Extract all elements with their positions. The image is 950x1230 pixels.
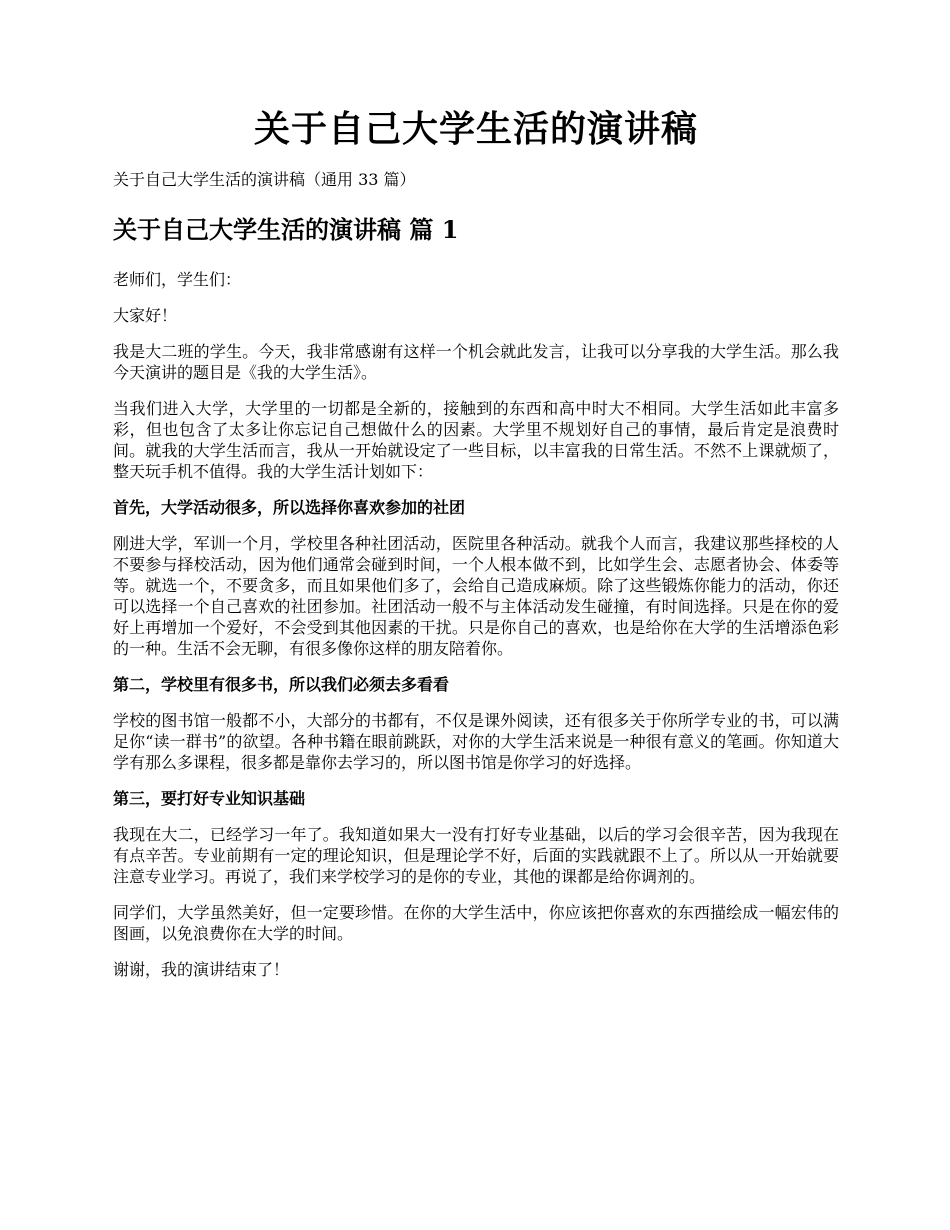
- intro-paragraph: 我是大二班的学生。今天，我非常感谢有这样一个机会就此发言，让我可以分享我的大学生活。那么我今天演讲的题目是《我的大学生活》。: [113, 341, 839, 382]
- section-heading: 关于自己大学生活的演讲稿 篇 1: [113, 214, 459, 244]
- body-paragraph: 当我们进入大学，大学里的一切都是全新的，接触到的东西和高中时大不相同。大学生活如此丰富多彩，但也包含了太多让你忘记自己想做什么的因素。大学里不规划好自己的事情，最后肯定是浪费时间。就我的大学生活而言，我从一开始就设定了一些目标，以丰富我的日常生活。不然不上课就烦了，整天玩手机不值得。我的大学生活计划如下：: [113, 398, 839, 481]
- point-heading-third: 第三，要打好专业知识基础: [113, 788, 306, 808]
- body-paragraph: 我现在大二，已经学习一年了。我知道如果大一没有打好专业基础，以后的学习会很辛苦，因为我现在有点辛苦。专业前期有一定的理论知识，但是理论学不好，后面的实践就跟不上了。所以从一开始就要注意专业学习。再说了，我们来学校学习的是你的专业，其他的课都是给你调剂的。: [113, 824, 839, 886]
- document-page: [113, 108, 839, 995]
- point-heading-first: 首先，大学活动很多，所以选择你喜欢参加的社团: [113, 497, 466, 517]
- greeting-everyone: 大家好！: [113, 305, 178, 325]
- body-paragraph: 同学们，大学虽然美好，但一定要珍惜。在你的大学生活中，你应该把你喜欢的东西描绘成一幅宏伟的图画，以免浪费你在大学的时间。: [113, 902, 839, 943]
- body-paragraph: 学校的图书馆一般都不小，大部分的书都有，不仅是课外阅读，还有很多关于你所学专业的书，可以满足你“读一群书”的欲望。各种书籍在眼前跳跃，对你的大学生活来说是一种很有意义的笔画。你知道大学有那么多课程，很多都是靠你去学习的，所以图书馆是你学习的好选择。: [113, 710, 839, 772]
- closing-paragraph: 谢谢，我的演讲结束了！: [113, 959, 290, 979]
- document-title: 关于自己大学生活的演讲稿: [253, 108, 698, 150]
- greeting-teachers: 老师们，学生们：: [113, 269, 242, 289]
- body-paragraph: 刚进大学，军训一个月，学校里各种社团活动，医院里各种活动。就我个人而言，我建议那些择校的人不要参与择校活动，因为他们通常会碰到时间，一个人根本做不到，比如学生会、志愿者协会、体委等等。就选一个，不要贪多，而且如果他们多了，会给自己造成麻烦。除了这些锻炼你能力的活动，你还可以选择一个自己喜欢的社团参加。社团活动一般不与主体活动发生碰撞，有时间选择。只是在你的爱好上再增加一个爱好，不会受到其他因素的干扰。只是你自己的喜欢，也是给你在大学的生活增添色彩的一种。生活不会无聊，有很多像你这样的朋友陪着你。: [113, 533, 839, 658]
- document-subtitle: 关于自己大学生活的演讲稿（通用 33 篇）: [113, 170, 416, 190]
- point-heading-second: 第二，学校里有很多书，所以我们必须去多看看: [113, 674, 450, 694]
